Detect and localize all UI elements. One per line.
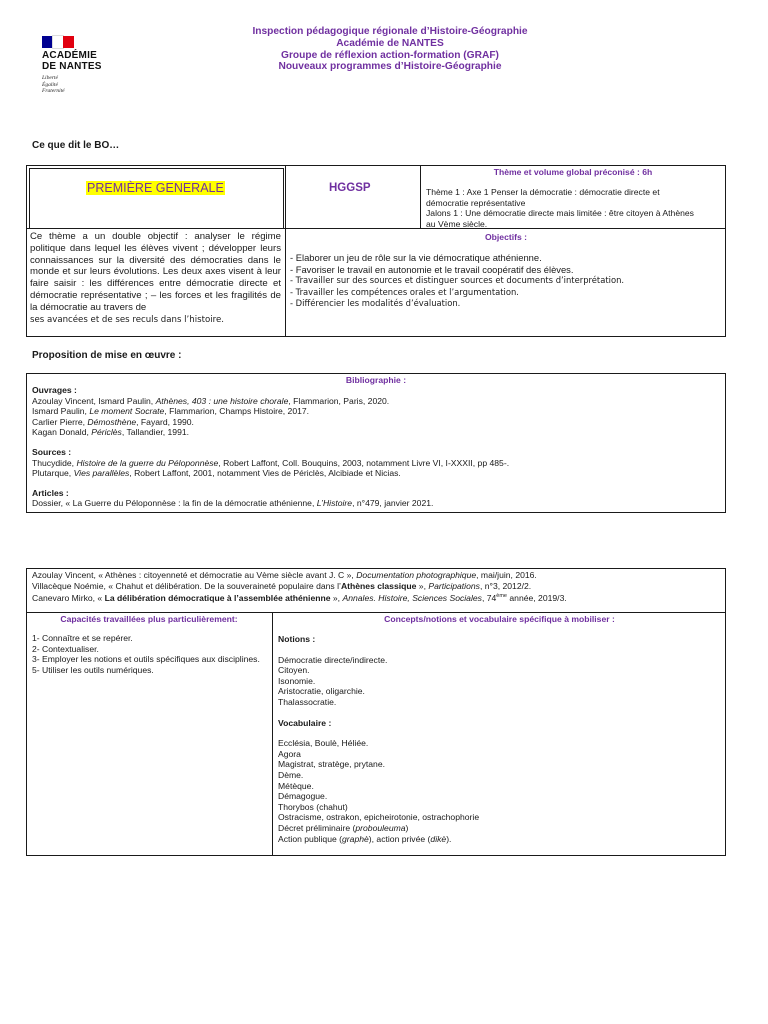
reference: Plutarque, Vies parallèles, Robert Laffont, 2001, notamment Vies de Périclès, Alcibiade et Nicias. [32,468,401,479]
header-line: Nouveaux programmes d’Histoire-Géographie [278,61,502,73]
reference: Kagan Donald, Périclès, Tallandier, 1991. [32,427,190,438]
objectives-header: Objectifs : [484,232,528,242]
bibliography-content [32,385,722,509]
vocab-item: Agora [278,748,301,759]
header-line: Inspection pédagogique régionale d’Histoire-Géographie [252,26,528,37]
reference: Carlier Pierre, Démosthène, Fayard, 1990. [32,416,194,427]
french-flag-icon [42,35,74,47]
notion-item: Aristocratie, oligarchie. [278,686,365,697]
vocab-item: Action publique (graphè), action privée (dikè). [278,833,452,844]
notion-item: Thalassocratie. [278,696,337,707]
notion-item: Isonomie. [278,675,316,686]
capacity-item: 2- Contextualiser. [32,643,99,654]
capacities-list [32,633,268,675]
vocab-item: Ostracisme, ostrakon, epicheirotonie, ostrachophorie [278,812,480,823]
vocab-item: Démagogue. [278,791,328,802]
concepts-content [278,634,718,844]
reference: Dossier, « La Guerre du Péloponnèse : la fin de la démocratie athénienne, L’Histoire, n°479, janvier 2021. [32,498,434,509]
sources-label: Sources : [32,446,72,457]
vocab-item: Thorybos (chahut) [278,801,348,812]
vocabulary-label: Vocabulaire : [278,717,332,728]
reference: Azoulay Vincent, « Athènes : citoyenneté et démocratie au Vème siècle avant J. C », Documentation photographique, mai/juin, 2016. [32,570,537,580]
reference: Villacèque Noémie, « Chahut et délibération. De la souveraineté populaire dans l’Athènes classique », Participations, n°3, 2012/2. [32,580,532,591]
proposition-heading: Proposition de mise en œuvre : [32,350,182,361]
level-label: PREMIÈRE GENERALE [87,181,224,195]
header-line: Académie de NANTES [336,37,444,49]
notions-label: Notions : [278,634,316,644]
reference: Canevaro Mirko, « La délibération démocratique à l’assemblée athénienne », Annales. Histoire, Sciences Sociales, 74ème année, 2019/3. [32,593,567,604]
vocab-item: Décret préliminaire (probouleuma) [278,822,409,833]
reference: Thucydide, Histoire de la guerre du Péloponnèse, Robert Laffont, Coll. Bouquins, 2003, notamment Livre VI, I-XXXII, pp 485-. [32,457,510,468]
logo-motto: Liberté Égalité Fraternité [42,75,65,95]
vocab-item: Dème. [278,769,304,780]
capacity-item: 5- Utiliser les outils numériques. [32,664,154,675]
subject-label: HGGSP [329,182,371,194]
objective-item: - Différencier les modalités d’évaluation. [290,298,461,309]
continued-references [32,570,722,604]
theme-intro: Ce thème a un double objectif : analyser le régime politique dans lequel les élèves vivent ; développer leurs connaissances sur la diversité des démocraties dans le monde et sur leurs évolutions. Les deux axes visent à leur faire saisir : les différences entre démocratie directe et démocratie représentative ; – les forces et les fragilités de la démocratie au travers de ses avancées et de ses reculs dans l’histoire. [30,231,281,325]
notion-item: Citoyen. [278,665,310,676]
objective-item: - Elaborer un jeu de rôle sur la vie démocratique athénienne. [290,252,542,263]
vocab-item: Métèque. [278,780,314,791]
objective-item: - Favoriser le travail en autonomie et le travail coopératif des élèves. [290,263,574,275]
capacity-item: 3- Employer les notions et outils spécifiques aux disciplines. [32,654,260,665]
document-header [200,26,580,73]
header-line: Groupe de réflexion action-formation (GRAF) [281,49,499,61]
capacity-item: 1- Connaître et se repérer. [32,633,133,643]
articles-label: Articles : [32,487,69,498]
vocab-item: Ecclésia, Boulè, Héliée. [278,738,369,749]
notion-item: Démocratie directe/indirecte. [278,654,388,665]
bo-heading: Ce que dit le BO… [32,140,120,151]
ouvrages-label: Ouvrages : [32,385,77,395]
concepts-header: Concepts/notions et vocabulaire spécifique à mobiliser : [384,614,615,624]
capacities-header: Capacités travaillées plus particulièrement: [60,614,238,624]
reference: Azoulay Vincent, Ismard Paulin, Athènes, 403 : une histoire chorale, Flammarion, Paris, 2020. [32,395,390,406]
objective-item: - Travailler sur des sources et distinguer sources et documents d’interprétation. [290,275,625,286]
objectives-list [290,252,722,310]
theme-header: Thème et volume global préconisé : 6h [493,167,653,177]
objective-item: - Travailler les compétences orales et l’argumentation. [290,286,519,297]
logo-name: ACADÉMIE DE NANTES [42,50,102,72]
vocab-item: Magistrat, stratège, prytane. [278,759,385,770]
bibliography-header: Bibliographie : [345,375,407,385]
theme-text: Thème 1 : Axe 1 Penser la démocratie : démocratie directe et démocratie représentative Jalons 1 : Une démocratie directe mais limitée : être citoyen à Athènes au Vème siècle. [426,187,694,229]
reference: Ismard Paulin, Le moment Socrate, Flammarion, Champs Histoire, 2017. [32,406,310,417]
